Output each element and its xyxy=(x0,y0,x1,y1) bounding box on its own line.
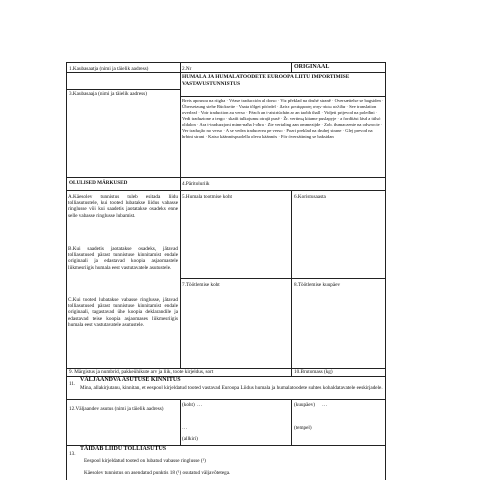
signature-label: (allkiri) xyxy=(182,436,198,442)
divider xyxy=(180,96,386,97)
certificate-title: HUMALA JA HUMALATOODETE EUROOPA LIITU IMPORTIMISE xyxy=(182,74,350,80)
divider xyxy=(291,190,292,368)
field-10-label: 10.Brutomass (kg) xyxy=(294,369,333,375)
divider xyxy=(66,72,386,73)
place-label: (koht) xyxy=(182,402,195,408)
signature-dots: … xyxy=(182,425,188,431)
divider xyxy=(291,368,292,376)
translations-note: Breis aposnoa na riigha · Véase traducción al dorso · Viz překlad na druhé straně · Oversættelse se bagsiden · Übersetzung siehe Rückseite · Vaata tõlget pöördel · Δείτε μετάφραση στην πίσω σελίδα · See translation overleaf · Voir traduction au verso · Féach an t-aistriúchán ar an taobh thall · Vidjeti prijevod na poleđini · Vedi traduzione a tergo · skatīt tulkojumu otrajā pusē · Žr. vertimą kitame puslapyje · a fordítást lásd a túlsó oldalon · Ara t-traduzzjoni minn-naħa l-oħra · Zie vertaling aan ommezijde · Zob. tłumaczenie na odwrocie · Ver tradução no verso · A se vedea traducerea pe verso · Pozri preklad na druhej strane · Glej prevod na hrbtni strani · Katso käännöspuolella oleva käännös · För översättning se baksidan xyxy=(182,98,384,139)
stamp-label: (tempel) xyxy=(294,425,312,431)
divider xyxy=(66,89,180,90)
field-13-number: 13. xyxy=(69,451,76,457)
field-12-label: 12.Väljaandev asutus (nimi ja täielik aadress) xyxy=(69,406,164,412)
date-label: (kuupäev) xyxy=(294,402,316,408)
divider xyxy=(66,399,386,400)
date-dots: … xyxy=(322,402,328,408)
divider xyxy=(180,62,181,177)
field-13-heading: TÄIDAB LIIDU TOLLIASUTUS xyxy=(80,446,167,452)
field-13-line1: Eespool kirjeldatud tooted on lubatud vabasse ringlusse (¹) xyxy=(84,458,206,464)
note-a: A.Käesolev tunnistus tuleb esitada liidu tolliasutustele, kui tooted lubatakse liidus vabasse ringlusse või kui saadetis jaotatakse osadeks enne selle vabasse ringlusse lubamist. xyxy=(68,194,178,219)
field-1-label: 1.Kaubasaatja (nimi ja täielik aadress) xyxy=(69,66,149,72)
field-13-line2: Käesolev tunnistus on asendatud punktis 18 (¹) osutatud väljavõtetega. xyxy=(84,470,231,476)
divider xyxy=(180,278,386,279)
special-marks-heading: OLULISED MÄRKUSED xyxy=(69,180,128,186)
place-dots: … xyxy=(197,402,203,408)
field-7-label: 7.Töötlemise koht xyxy=(182,282,220,288)
field-11-text: Mina, allakirjutanu, kinnitan, et eespool kirjeldatud tooted vastavad Euroopa Liidus humala ja humalatoodete suhtes kohaldatavatele eeskirjadele. xyxy=(80,385,383,391)
divider xyxy=(66,190,386,191)
field-2-label: 2.Nr xyxy=(182,66,192,72)
divider xyxy=(66,177,386,178)
certificate-title-line2: VASTAVUSTUNNISTUS xyxy=(182,81,241,87)
field-6-label: 6.Koristusaasta xyxy=(294,194,326,200)
field-5-label: 5.Humala tootmise koht xyxy=(182,194,232,200)
field-11-heading: VÄLJAANDVA ASUTUSE KINNITUS xyxy=(80,377,181,383)
field-4-label: 4.Päritoluriik xyxy=(182,181,210,187)
field-11-number: 11. xyxy=(69,381,76,387)
field-3-label: 3.Kaubasaaja (nimi ja täielik aadress) xyxy=(69,91,147,97)
divider xyxy=(291,399,292,445)
field-8-label: 8.Töötlemise kuupäev xyxy=(294,282,341,288)
divider xyxy=(180,177,181,368)
divider xyxy=(291,62,292,72)
original-label: ORIGINAAL xyxy=(294,64,330,70)
note-c: C.Kui tooted lubatakse vabasse ringlusse, jätavad tolliasutused pärast tunnistuse kinnitamist endale originaali, tagastavad ühe koopia deklarandile ja edastavad teise koopia asjaomases liikmesriigis humala eest vastutavatele asutustele. xyxy=(68,297,178,328)
field-9-label: 9. Märgistus ja numbrid, pakkeühikute arv ja liik, toote kirjeldus, sort xyxy=(69,369,214,375)
divider xyxy=(180,399,181,445)
note-b: B.Kui saadetis jaotatakse osadeks, jätavad tolliasutused pärast tunnistuse kinnitamist endale originaali ja edastavad koopia asjaomastele liikmesriigis humala eest vastutavatele asutustele. xyxy=(68,246,178,271)
